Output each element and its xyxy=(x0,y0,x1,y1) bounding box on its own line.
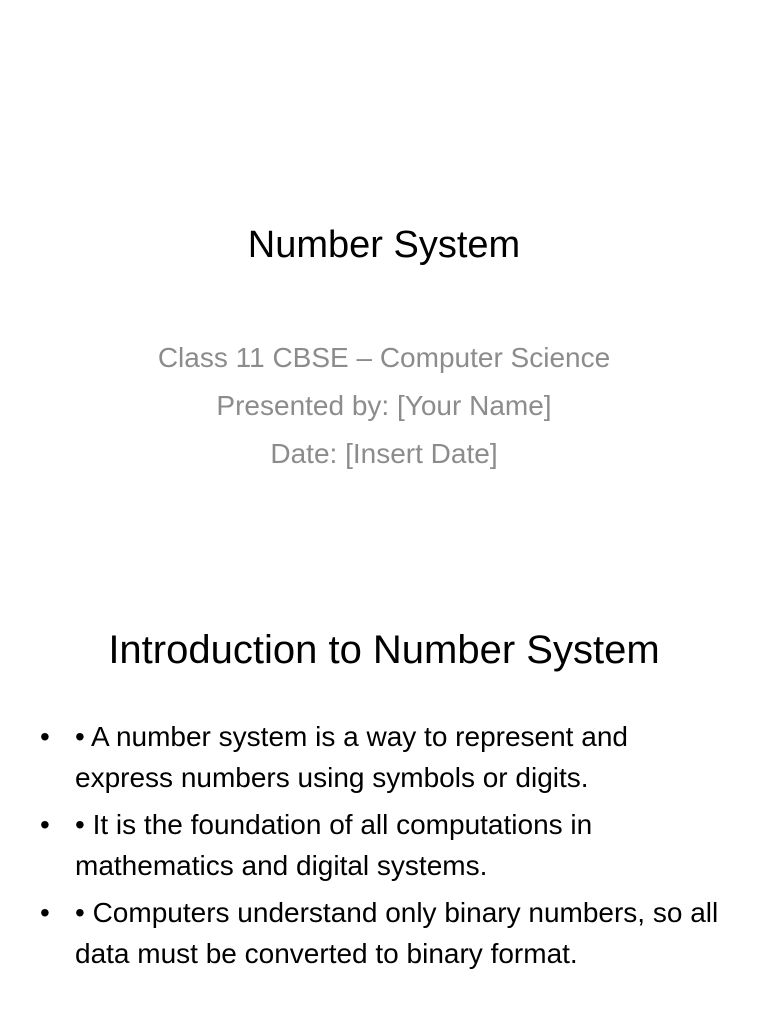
bullet-text: • It is the foundation of all computations in mathematics and digital systems. xyxy=(75,809,593,881)
bullet-text: • Computers understand only binary numbers, so all data must be converted to binary format. xyxy=(75,897,719,969)
bullet-item xyxy=(40,716,730,798)
subtitle-presenter: Presented by: [Your Name] xyxy=(216,390,552,421)
bullet-marker: • xyxy=(40,897,50,928)
bullet-marker: • xyxy=(40,809,50,840)
subtitle-course: Class 11 CBSE – Computer Science xyxy=(157,342,611,373)
intro-slide xyxy=(0,576,768,1024)
bullet-item xyxy=(40,892,730,974)
bullet-item xyxy=(40,804,730,886)
subtitle-date: Date: [Insert Date] xyxy=(270,438,498,469)
bullet-marker: • xyxy=(40,721,50,752)
slide-title: Number System xyxy=(247,224,521,266)
bullet-text: • A number system is a way to represent and express numbers using symbols or digits. xyxy=(75,721,628,793)
slide-subtitle xyxy=(0,334,768,478)
bullet-list xyxy=(40,716,730,980)
intro-heading: Introduction to Number System xyxy=(108,628,660,672)
